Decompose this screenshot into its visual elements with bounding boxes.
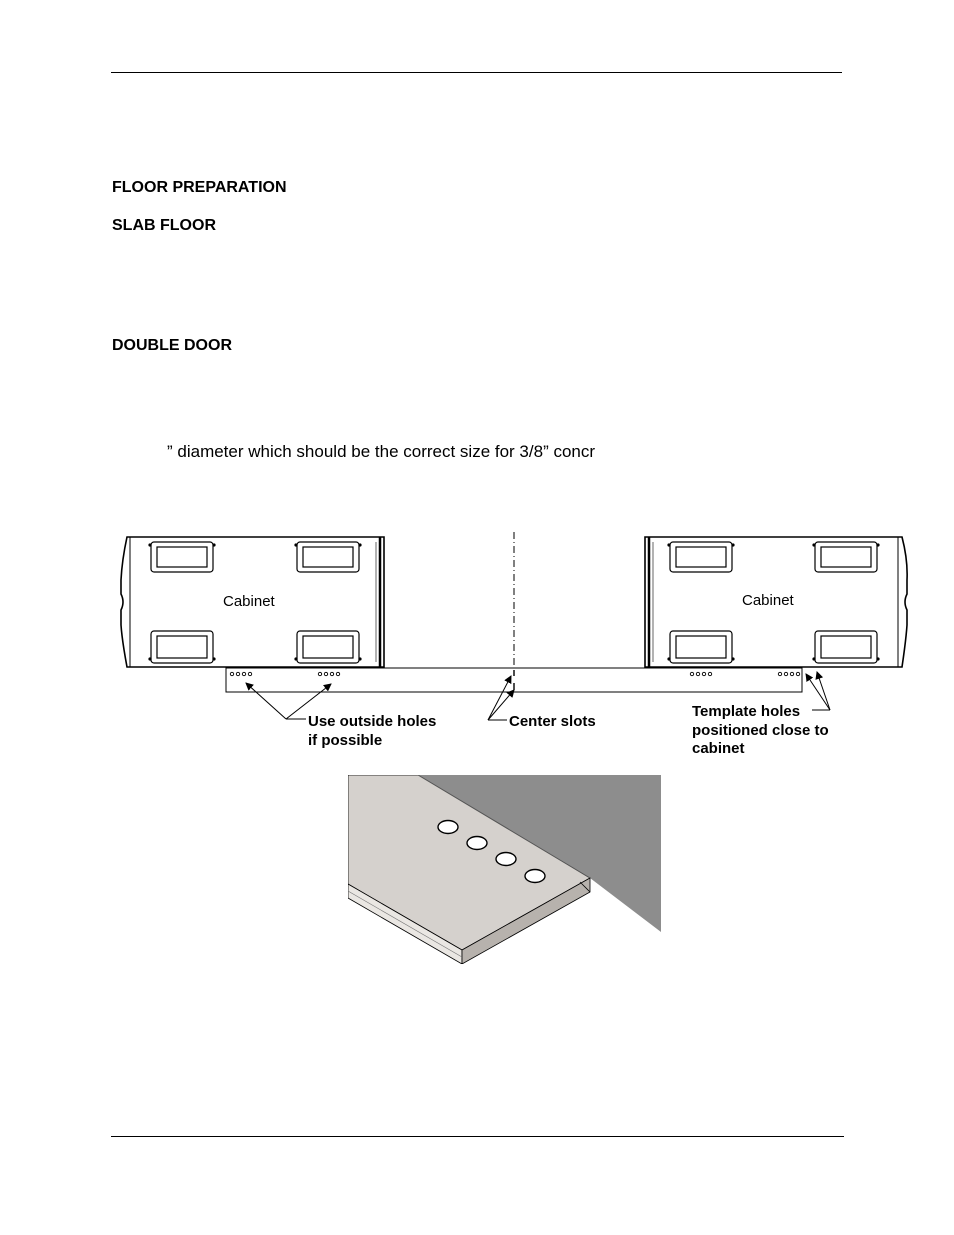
cabinet-side-face [418, 775, 661, 932]
callout-outside-line1: Use outside holes [308, 713, 437, 730]
callout-template-line3: cabinet [692, 740, 745, 757]
diameter-text-fragment: ” diameter which should be the correct size for 3/8” concr [167, 442, 596, 461]
heading-double-door: DOUBLE DOOR [112, 337, 232, 354]
footer-rule [111, 1136, 844, 1137]
callout-outside-holes [308, 713, 441, 749]
callout-outside-line2: if possible [308, 732, 383, 749]
heading-floor-preparation: FLOOR PREPARATION [112, 179, 287, 196]
callout-template-line2: positioned close to [692, 722, 829, 739]
template-plate-edge [348, 884, 462, 964]
callout-template-holes [692, 703, 833, 757]
left-cabinet-label: Cabinet [223, 593, 275, 610]
template-detail-holes [438, 821, 545, 883]
heading-slab-floor: SLAB FLOOR [112, 217, 216, 234]
callout-center-slots: Center slots [509, 713, 596, 730]
right-cabinet-label: Cabinet [742, 592, 794, 609]
template-plate-surface [348, 775, 590, 950]
template-holes [230, 672, 799, 675]
callout-template-line1: Template holes [692, 703, 801, 720]
